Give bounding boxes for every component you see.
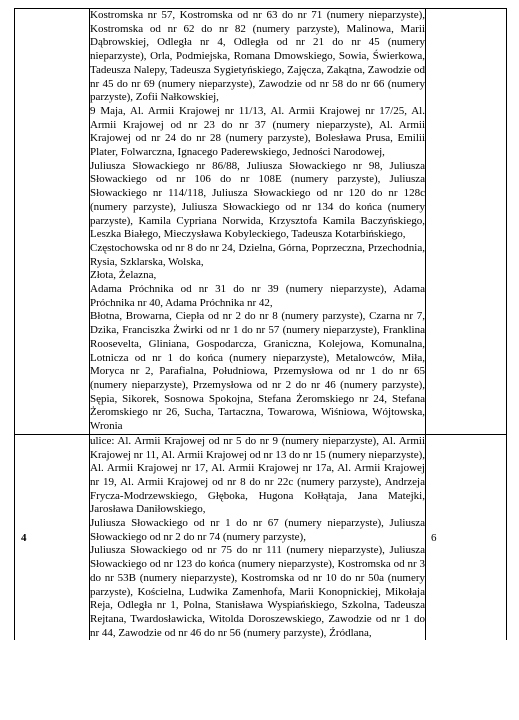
district-number [15,9,90,435]
street-paragraph: ulice: Al. Armii Krajowej od nr 5 do nr 9 (numery nieparzyste), Al. Armii Krajowej nr 11, Al. Armii Krajowej od nr 13 do nr 15 (numery nieparzyste), Al. Armii Krajowej nr 17, Al. Armii Krajowej nr 17a, Al. Armii Krajowej nr 19, Al. Armii Krajowej od nr 8 do nr 22c (numery parzyste), Andrzeja Frycza-Modrzewskiego, Głęboka, Hugona Kołłątaja, Jana Matejki, Jarosława Daniłowskiego, [90,434,426,516]
street-paragraph: 9 Maja, Al. Armii Krajowej nr 11/13, Al. Armii Krajowej nr 17/25, Al. Armii Krajowej od nr 23 do nr 37 (numery nieparzyste), Al. Armii Krajowej od nr 24 do nr 28 (numery parzyste), Bolesława Prusa, Emilii Plater, Folwarczna, Ignacego Paderewskiego, Jedności Narodowej, [90,104,425,159]
street-paragraph: Błotna, Browarna, Ciepła od nr 2 do nr 8 (numery parzyste), Czarna nr 7, Dzika, Franciszka Żwirki od nr 1 do nr 57 (numery nieparzyste), Franklina Roosevelta, Gliniana, Gospodarcza, Graniczna, Kolejowa, Komunalna, Lotnicza od nr 1 do końca (numery nieparzyste), Metalowców, Miła, Moryca nr 2, Parafialna, Południowa, Przemysłowa od nr 1 do nr 65 (numery nieparzyste), Przemysłowa od nr 2 do nr 46 (numery parzyste), Sępia, Sikorek, Sosnowa Spokojna, Stefana Żeromskiego nr 24, Stefana Żeromskiego nr 26, Sucha, Tartaczna, Towarowa, Wiśniowa, Wójtowska, Wronia [90,310,425,433]
street-list [90,434,426,640]
street-paragraph: Kostromska nr 57, Kostromska od nr 63 do nr 71 (numery nieparzyste), Kostromska od nr 62 do nr 82 (numery parzyste), Malinowa, Marii Dąbrowskiej, Odległa nr 4, Odległa od nr 21 do nr 45 (numery nieparzyste), Orla, Podmiejska, Romana Dmowskiego, Sowia, Świerkowa, Tadeusza Nalepy, Tadeusza Sygietyńskiego, Zajęcza, Zakątna, Zawodzie od nr 45 do nr 69 (numery nieparzyste), Zawodzie od nr 58 do nr 66 (numery parzyste), Zofii Nałkowskiej, [90,9,425,104]
district-number: 4 [15,434,90,640]
councillor-count: 6 [426,434,507,640]
table-row [15,9,507,435]
street-paragraph: Juliusza Słowackiego od nr 1 do nr 67 (numery nieparzyste), Juliusza Słowackiego od nr 2 do nr 74 (numery parzyste), [90,517,425,543]
street-list [90,9,426,435]
councillor-count [426,9,507,435]
street-paragraph: Juliusza Słowackiego nr 86/88, Juliusza Słowackiego nr 98, Juliusza Słowackiego od nr 106 do nr 108E (numery parzyste), Juliusza Słowackiego nr 114/118, Juliusza Słowackiego od nr 120 do nr 128c (numery parzyste), Juliusza Słowackiego od nr 134 do końca (numery parzyste), Kamila Cypriana Norwida, Krzysztofa Kamila Baczyńskiego, Leszka Białego, Mieczysława Kobyleckiego, Tadeusza Kotarbińskiego, [90,159,425,241]
street-paragraph: Adama Próchnika od nr 31 do nr 39 (numery nieparzyste), Adama Próchnika nr 40, Adama Próchnika nr 42, [90,283,425,309]
district-table [14,8,507,640]
street-paragraph: Juliusza Słowackiego od nr 75 do nr 111 (numery nieparzyste), Juliusza Słowackiego od nr 123 do końca (numery nieparzyste), Kostromska od nr 3 do nr 53B (numery nieparzyste), Kostromska od nr 10 do nr 50a (numery parzyste), Kościelna, Ludwika Zamenhofa, Marii Konopnickiej, Mikołaja Reja, Odległa nr 1, Polna, Stanisława Wyspiańskiego, Szkolna, Tadeusza Rejtana, Twardosławicka, Witolda Doroszewskiego, Zawodzie od nr 1 do nr 44, Zawodzie od nr 46 do nr 56 (numery parzyste), Źródlana, [90,544,425,639]
table-row [15,434,507,640]
street-paragraph: Częstochowska od nr 8 do nr 24, Dzielna, Górna, Poprzeczna, Przechodnia, Rysia, Szklarska, Wolska, [90,241,425,268]
street-paragraph: Złota, Żelazna, [90,269,157,282]
